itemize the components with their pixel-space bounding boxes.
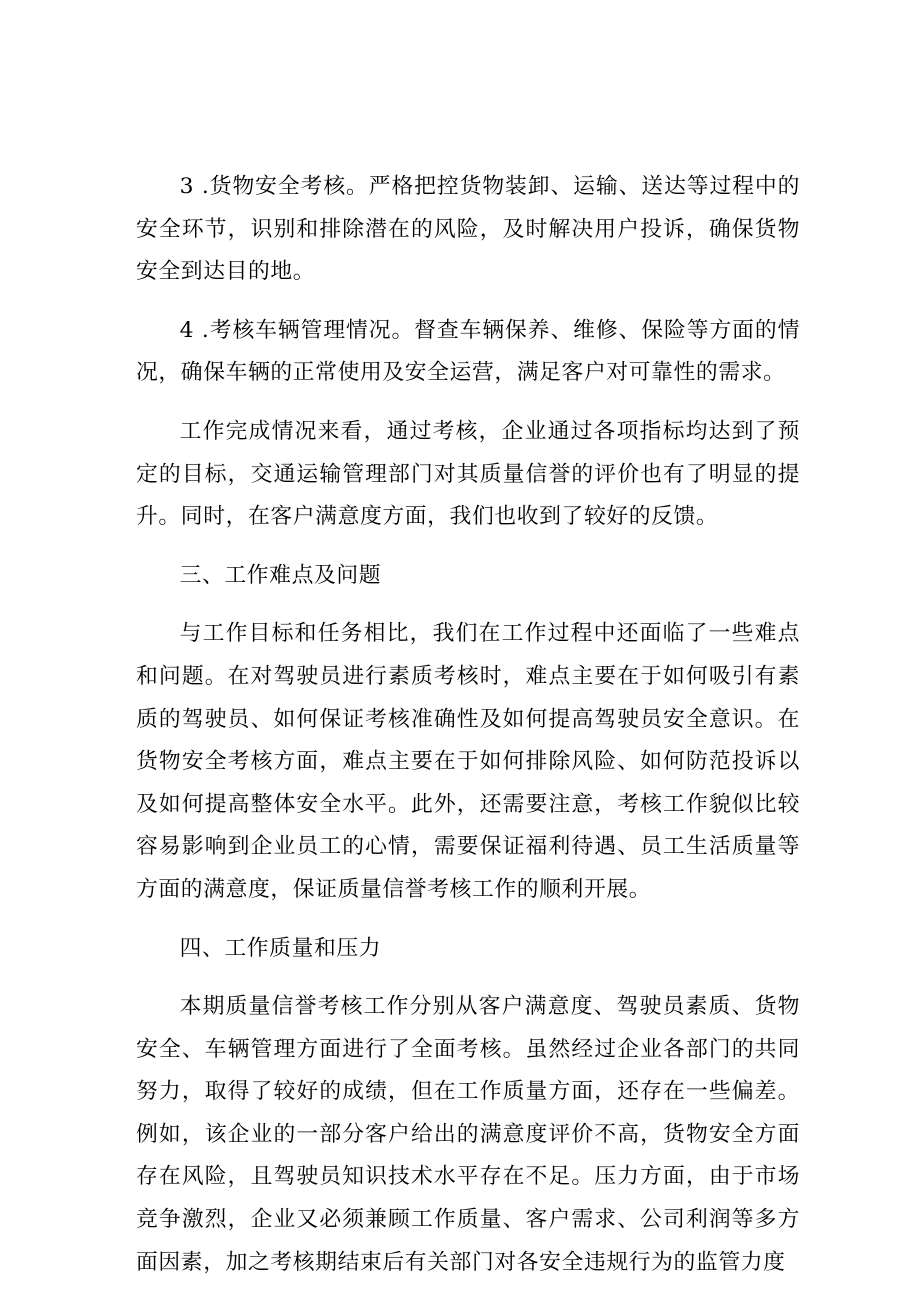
paragraph-work-completion: 工作完成情况来看，通过考核，企业通过各项指标均达到了预定的目标，交通运输管理部门对其质量信誉的评价也有了明显的提升。同时，在客户满意度方面，我们也收到了较好的反馈。 [136, 418, 800, 530]
section-heading-difficulties: 三、工作难点及问题 [179, 562, 382, 588]
document-page [136, 166, 800, 1300]
paragraph-quality-pressure: 本期质量信誉考核工作分别从客户满意度、驾驶员素质、货物安全、车辆管理方面进行了全面考核。虽然经过企业各部门的共同努力，取得了较好的成绩，但在工作质量方面，还存在一些偏差。例如，该企业的一部分客户给出的满意度评价不高，货物安全方面存在风险，且驾驶员知识技术水平存在不足。压力方面，由于市场竞争激烈，企业又必须兼顾工作质量、客户需求、公司利润等多方面因素，加之考核期结束后有关部门对各安全违规行为的监管力度 [136, 994, 800, 1275]
paragraph-difficulties: 与工作目标和任务相比，我们在工作过程中还面临了一些难点和问题。在对驾驶员进行素质考核时，难点主要在于如何吸引有素质的驾驶员、如何保证考核准确性及如何提高驾驶员安全意识。在货物安全考核方面，难点主要在于如何排除风险、如何防范投诉以及如何提高整体安全水平。此外，还需要注意，考核工作貌似比较容易影响到企业员工的心情，需要保证福利待遇、员工生活质量等方面的满意度，保证质量信誉考核工作的顺利开展。 [136, 621, 800, 902]
section-heading-quality-pressure: 四、工作质量和压力 [179, 935, 382, 961]
paragraph-cargo-safety: 3 .货物安全考核。严格把控货物装卸、运输、送达等过程中的安全环节，识别和排除潜在的风险，及时解决用户投诉，确保货物安全到达目的地。 [136, 174, 800, 285]
paragraph-vehicle-management: 4 .考核车辆管理情况。督查车辆保养、维修、保险等方面的情况，确保车辆的正常使用及安全运营，满足客户对可靠性的需求。 [136, 317, 800, 386]
